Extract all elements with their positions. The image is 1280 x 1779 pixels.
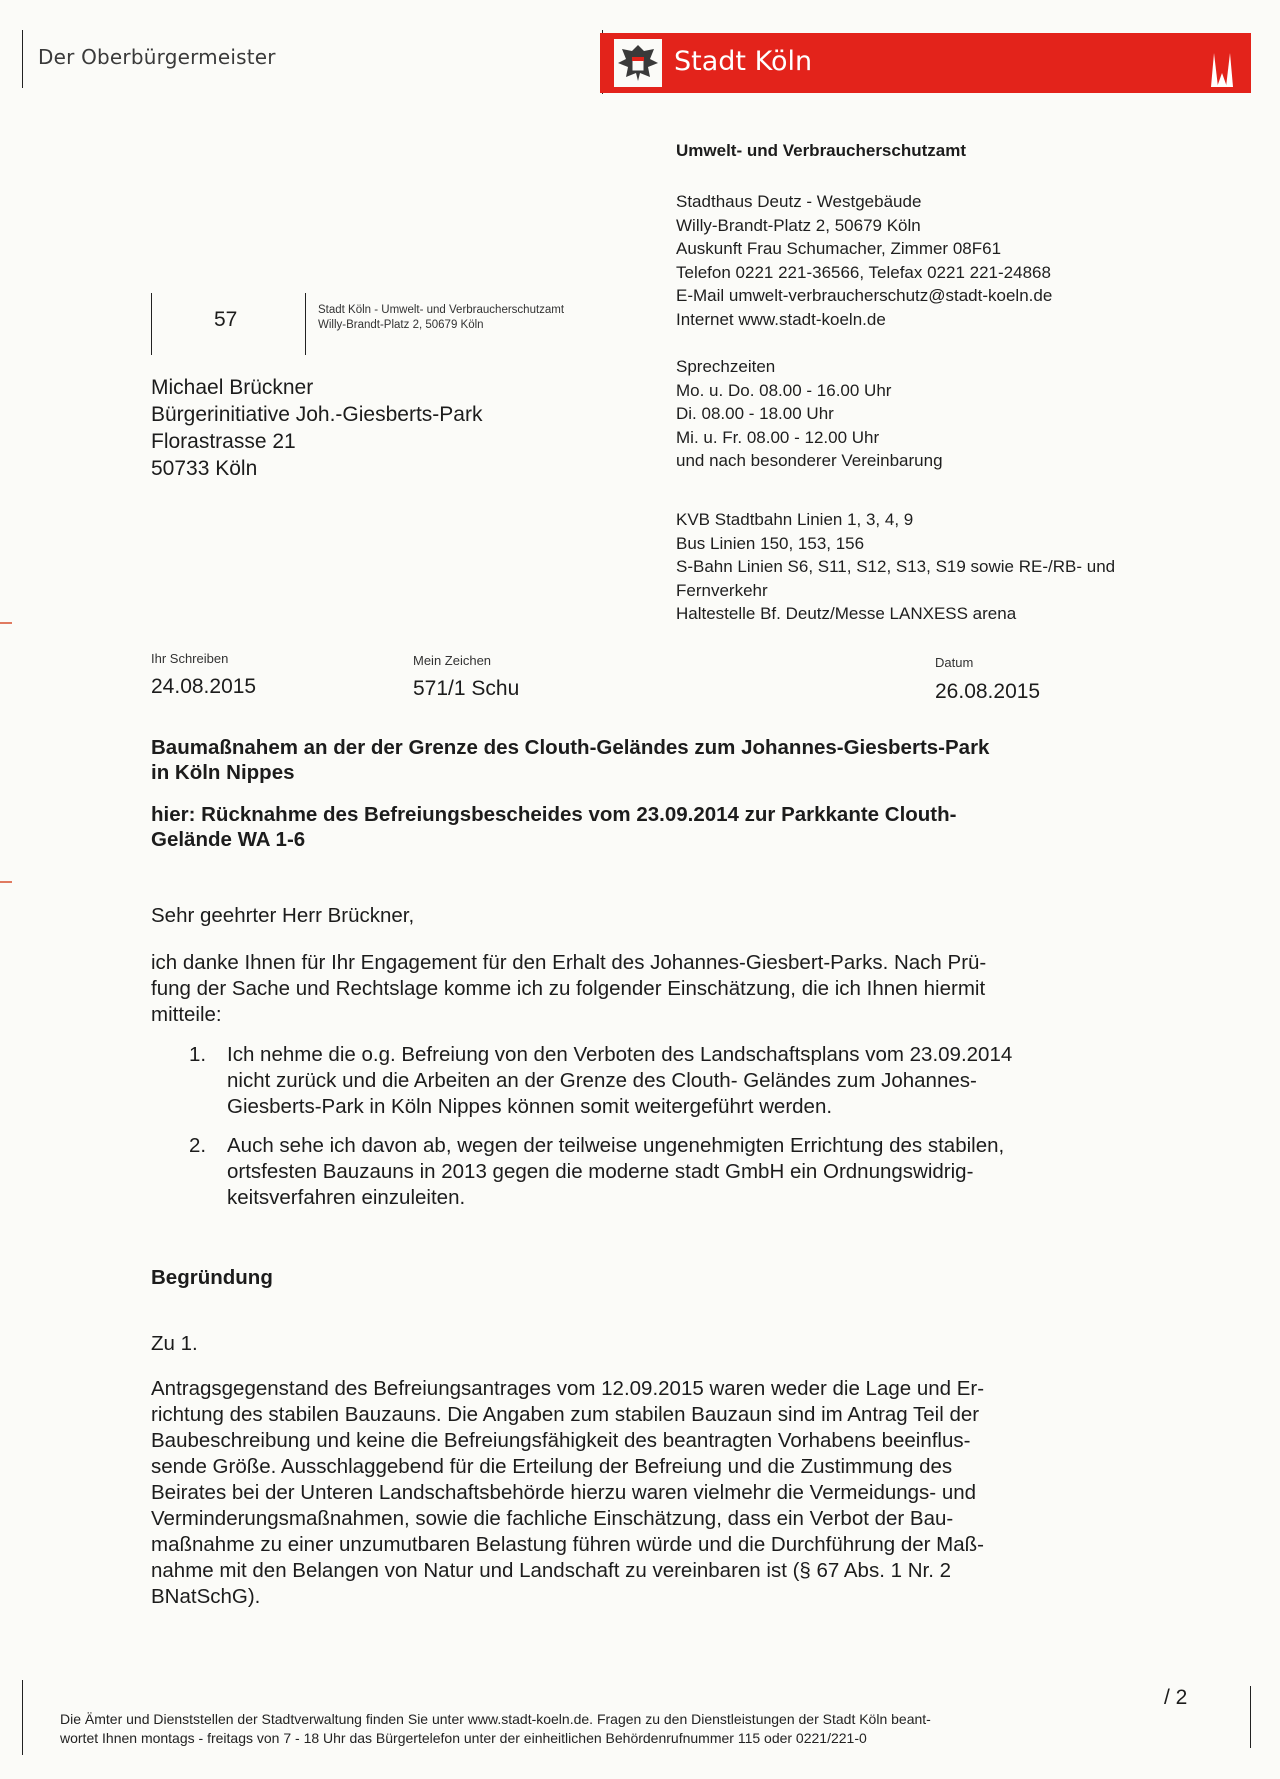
recipient-line: Florastrasse 21 [151, 430, 296, 453]
fold-mark [0, 622, 12, 624]
body-line: ich danke Ihnen für Ihr Engagement für den Erhalt des Johannes-Giesbert-Parks. Nach Prü- [151, 951, 987, 974]
transit-info [676, 508, 1115, 626]
footer-line: wortet Ihnen montags - freitags von 7 - 18 Uhr das Bürgertelefon unter der einheitlichen Behördenrufnummer 115 oder 0221/221-0 [60, 1730, 867, 1746]
return-line: Stadt Köln - Umwelt- und Verbraucherschutzamt [318, 304, 565, 316]
body-line: Baubeschreibung und keine die Befreiungsfähigkeit des beantragten Vorhabens beeinflus- [151, 1429, 971, 1452]
margin-rule-right [1250, 1686, 1251, 1748]
body-line: Giesberts-Park in Köln Nippes können somit weitergeführt werden. [227, 1095, 833, 1118]
transit-line: KVB Stadtbahn Linien 1, 3, 4, 9 [676, 510, 914, 529]
subject-line: in Köln Nippes [151, 761, 295, 784]
transit-line: Haltestelle Bf. Deutz/Messe LANXESS arena [676, 604, 1017, 623]
body-line: Verminderungsmaßnahmen, sowie die fachliche Einschätzung, dass ein Verbot der Bau- [151, 1507, 954, 1530]
punch-mark [0, 881, 12, 883]
office-line: E-Mail umwelt-verbraucherschutz@stadt-koeln.de [676, 286, 1053, 305]
margin-rule-top [22, 30, 23, 88]
logo-text: Stadt Köln [674, 46, 813, 77]
salutation: Sehr geehrter Herr Brückner, [151, 904, 415, 927]
your-letter-date: 24.08.2015 [151, 675, 257, 698]
recipient-line: 50733 Köln [151, 457, 258, 480]
body-line: sende Größe. Ausschlaggebend für die Erteilung der Befreiung und die Zustimmung des [151, 1455, 953, 1478]
date-label: Datum [935, 655, 974, 670]
footer-text [60, 1710, 1160, 1748]
mayor-label: Der Oberbürgermeister [38, 45, 276, 69]
recipient-address [151, 374, 482, 482]
my-ref-value: 571/1 Schu [413, 677, 520, 700]
subject-subheading [151, 802, 1151, 852]
body-line: nicht zurück und die Arbeiten an der Grenze des Clouth- Geländes zum Johannes- [227, 1069, 977, 1092]
office-line: Willy-Brandt-Platz 2, 50679 Köln [676, 215, 921, 235]
my-ref-label: Mein Zeichen [413, 653, 492, 668]
body-line: richtung des stabilen Bauzauns. Die Angaben zum stabilen Bauzaun sind im Antrag Teil der [151, 1403, 980, 1426]
recipient-line: Michael Brückner [151, 376, 314, 399]
recipient-line: Bürgerinitiative Joh.-Giesberts-Park [151, 403, 483, 426]
city-logo [600, 33, 1251, 93]
body-line: nahme mit den Belangen von Natur und Landschaft zu vereinbaren ist (§ 67 Abs. 1 Nr. 2 [151, 1559, 951, 1582]
list-item-number: 1. [189, 1043, 207, 1066]
reference-number: 57 [214, 308, 238, 331]
office-hours [676, 355, 943, 473]
body-line: Ich nehme die o.g. Befreiung von den Verboten des Landschaftsplans vom 23.09.2014 [227, 1043, 1013, 1066]
office-address [676, 190, 1052, 331]
subject-line: hier: Rücknahme des Befreiungsbescheides vom 23.09.2014 zur Parkkante Clouth- [151, 803, 957, 826]
transit-line: S-Bahn Linien S6, S11, S12, S13, S19 sowie RE-/RB- und [676, 557, 1116, 576]
footer-line: Die Ämter und Dienststellen der Stadtverwaltung finden Sie unter www.stadt-koeln.de. Fragen zu den Dienstleistungen der Stadt Köln beant- [60, 1711, 931, 1727]
section-heading: Begründung [151, 1266, 273, 1289]
hours-line: Mo. u. Do. 08.00 - 16.00 Uhr [676, 380, 892, 400]
body-line: maßnahme zu einer unzumutbaren Belastung führen würde und die Durchführung der Maß- [151, 1533, 984, 1556]
your-letter-label: Ihr Schreiben [151, 651, 229, 666]
return-line: Willy-Brandt-Platz 2, 50679 Köln [318, 319, 484, 331]
body-line: ortsfesten Bauzauns in 2013 gegen die moderne stadt GmbH ein Ordnungswidrig- [227, 1160, 974, 1183]
subject-line: Baumaßnahem an der der Grenze des Clouth-Geländes zum Johannes-Giesberts-Park [151, 736, 990, 759]
window-rule-left [151, 293, 152, 355]
hours-line: und nach besonderer Vereinbarung [676, 451, 943, 470]
hours-line: Di. 08.00 - 18.00 Uhr [676, 404, 834, 423]
page-number: / 2 [1164, 1686, 1188, 1709]
eagle-seal-icon [614, 39, 662, 87]
date-value: 26.08.2015 [935, 680, 1041, 703]
office-line: Telefon 0221 221-36566, Telefax 0221 221-24868 [676, 262, 1051, 282]
window-rule-mid [305, 293, 306, 355]
transit-line: Fernverkehr [676, 580, 768, 600]
cathedral-icon [1209, 51, 1235, 92]
subject-heading [151, 735, 1151, 785]
department-name: Umwelt- und Verbraucherschutzamt [676, 141, 967, 160]
list-item [189, 1042, 1149, 1120]
office-line: Internet www.stadt-koeln.de [676, 309, 886, 329]
office-line: Auskunft Frau Schumacher, Zimmer 08F61 [676, 239, 1002, 258]
zu-label: Zu 1. [151, 1332, 198, 1355]
body-line: Antragsgegenstand des Befreiungsantrages vom 12.09.2015 waren weder die Lage und Er- [151, 1377, 985, 1400]
body-line: keitsverfahren einzuleiten. [227, 1186, 466, 1209]
subject-line: Gelände WA 1-6 [151, 828, 306, 851]
margin-rule-bottom [22, 1680, 23, 1755]
decision-list [189, 1042, 1149, 1211]
body-line: Auch sehe ich davon ab, wegen der teilweise ungenehmigten Errichtung des stabilen, [227, 1134, 1005, 1157]
body-line: BNatSchG). [151, 1585, 261, 1608]
transit-line: Bus Linien 150, 153, 156 [676, 533, 865, 553]
return-address [318, 303, 564, 333]
list-item [189, 1133, 1149, 1211]
body-line: Beirates bei der Unteren Landschaftsbehörde hierzu waren vielmehr die Vermeidungs- und [151, 1481, 977, 1504]
reason-paragraph [151, 1376, 1161, 1610]
list-item-number: 2. [189, 1134, 207, 1157]
body-line: fung der Sache und Rechtslage komme ich zu folgender Einschätzung, die ich Ihnen hiermit [151, 977, 986, 1000]
body-line: mitteile: [151, 1003, 222, 1026]
intro-paragraph [151, 950, 1151, 1028]
hours-line: Mi. u. Fr. 08.00 - 12.00 Uhr [676, 427, 880, 447]
hours-line: Sprechzeiten [676, 357, 776, 376]
office-line: Stadthaus Deutz - Westgebäude [676, 192, 922, 211]
